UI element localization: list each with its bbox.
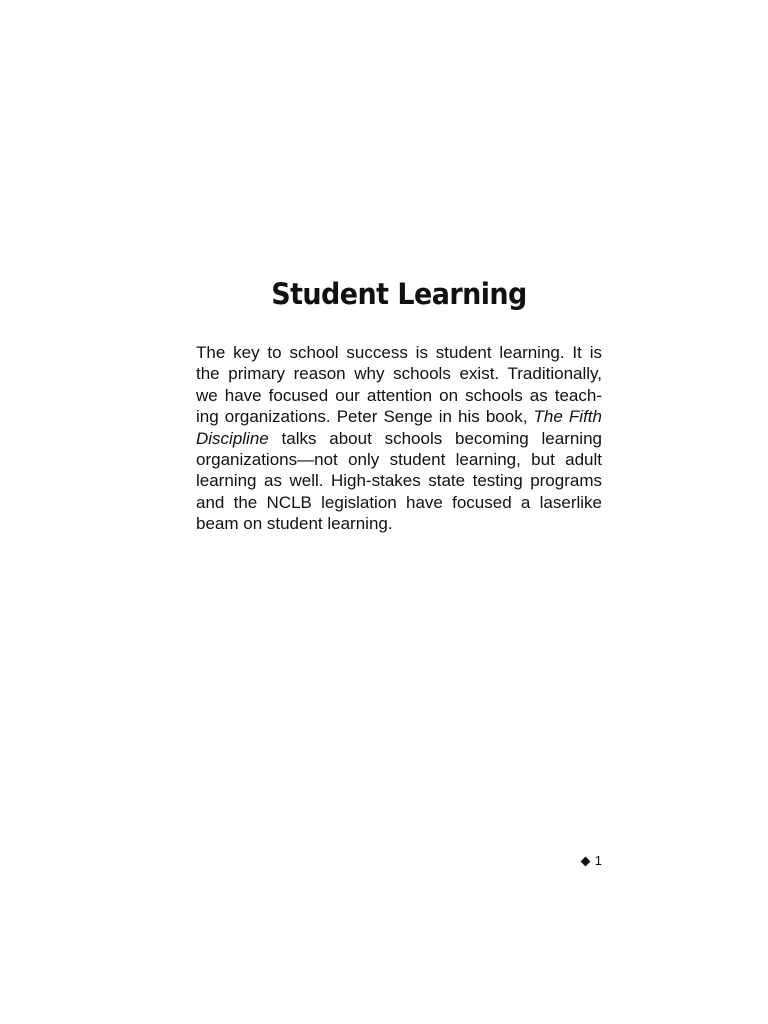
paragraph-line: the primary reason why schools exist. Traditionally,: [196, 364, 602, 384]
page-number: 1: [594, 853, 602, 868]
paragraph-line: we have focused our attention on schools as teach-: [196, 385, 602, 405]
paragraph-text: talks about schools becoming learning: [268, 428, 602, 448]
paragraph-line: learning as well. High-stakes state testing programs: [196, 471, 602, 491]
paragraph-line: [196, 428, 602, 449]
book-title: Discipline: [196, 428, 269, 448]
page-footer: [582, 852, 602, 870]
book-title: The Fifth: [533, 407, 602, 427]
paragraph-text: ing organizations. Peter Senge in his book,: [196, 407, 534, 427]
paragraph-line: beam on student learning.: [196, 514, 393, 534]
page-title: Student Learning: [271, 277, 527, 311]
paragraph-line: The key to school success is student learning. It is: [196, 343, 602, 362]
body-paragraph: [196, 342, 602, 535]
paragraph-line: organizations—not only student learning, but adult: [196, 450, 602, 470]
paragraph-line: and the NCLB legislation have focused a laserlike: [196, 492, 602, 512]
diamond-icon: [580, 856, 590, 866]
paragraph-line: [196, 406, 602, 427]
